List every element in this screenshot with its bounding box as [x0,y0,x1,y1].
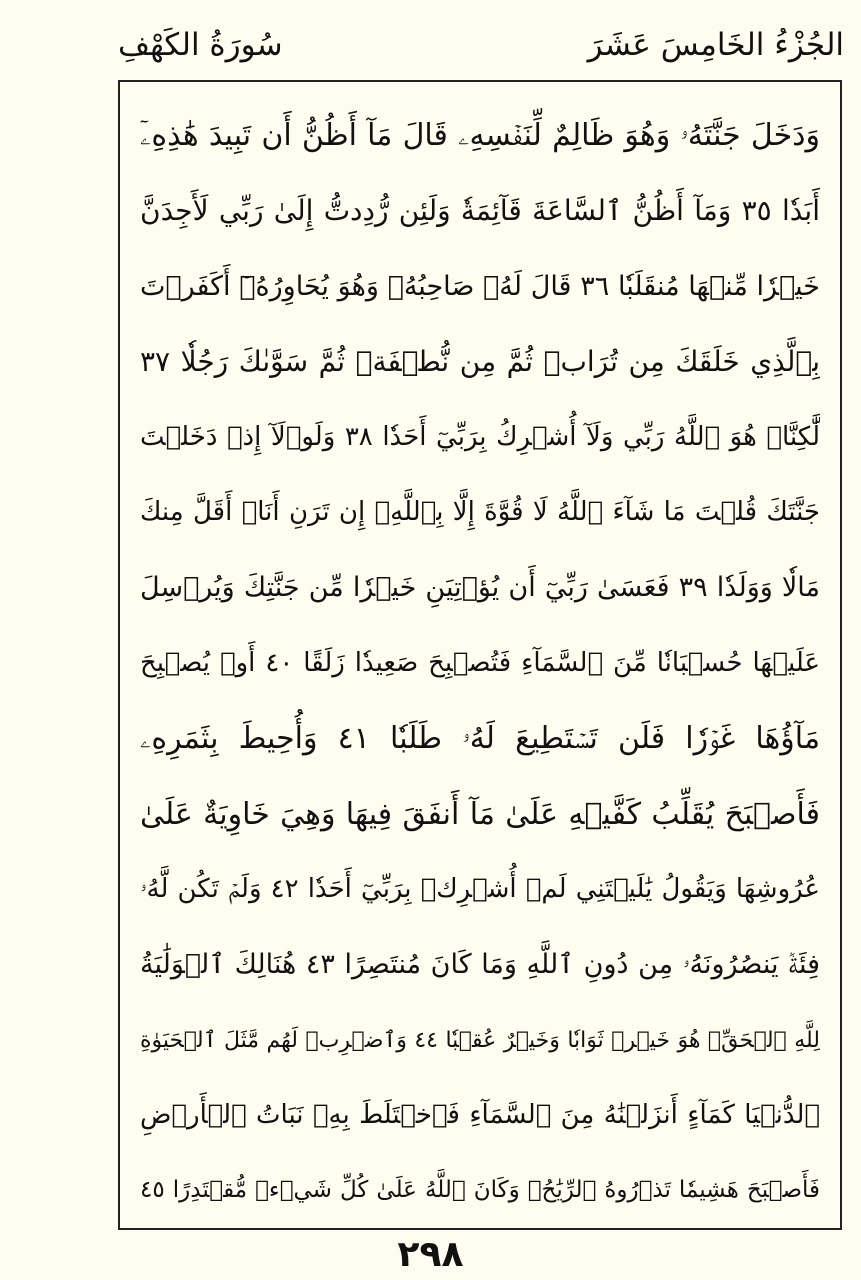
verse-line: أَبَدٗا ٣٥ وَمَآ أَظُنُّ ٱلسَّاعَةَ قَآئِمَةٗ وَلَئِن رُّدِدتُّ إِلَىٰ رَبِّي لَأَجِدَنَّ [140,194,820,228]
juz-title: الجُزْءُ الخَامِسَ عَشَرَ [587,27,844,63]
surah-title: سُورَةُ الكَهْفِ [118,27,283,63]
verse-line: خَيۡرٗا مِّنۡهَا مُنقَلَبٗا ٣٦ قَالَ لَهُۥ صَاحِبُهُۥ وَهُوَ يُحَاوِرُهُۥٓ أَكَفَرۡتَ [140,270,820,302]
verse-line: فَأَصۡبَحَ يُقَلِّبُ كَفَّيۡهِ عَلَىٰ مَآ أَنفَقَ فِيهَا وَهِيَ خَاوِيَةٌ عَلَىٰ [140,796,820,832]
verse-line: فَأَصۡبَحَ هَشِيمٗا تَذۡرُوهُ ٱلرِّيَٰحُۗ وَكَانَ ٱللَّهُ عَلَىٰ كُلِّ شَيۡءٖ مُّقۡتَدِرًا ٤٥ [140,1177,820,1204]
verse-line: وَدَخَلَ جَنَّتَهُۥ وَهُوَ ظَالِمٌ لِّنَفۡسِهِۦ قَالَ مَآ أَظُنُّ أَن تَبِيدَ هَٰذِهِۦٓ [140,118,820,153]
verse-line: جَنَّتَكَ قُلۡتَ مَا شَآءَ ٱللَّهُ لَا قُوَّةَ إِلَّا بِٱللَّهِۚ إِن تَرَنِ أَنَا۠ أَقَلَّ مِنكَ [140,496,820,527]
verse-line: بِٱلَّذِي خَلَقَكَ مِن تُرَابٖ ثُمَّ مِن نُّطۡفَةٖ ثُمَّ سَوَّىٰكَ رَجُلٗا ٣٧ [140,345,820,379]
page-number: ٢٩٨ [397,1234,464,1275]
verse-line: مَالٗا وَوَلَدٗا ٣٩ فَعَسَىٰ رَبِّيٓ أَن يُؤۡتِيَنِ خَيۡرٗا مِّن جَنَّتِكَ وَيُرۡسِلَ [140,572,820,604]
verse-line: عُرُوشِهَا وَيَقُولُ يَٰلَيۡتَنِي لَمۡ أُشۡرِكۡ بِرَبِّيٓ أَحَدٗا ٤٢ وَلَمۡ تَكُن لَّهُۥ [140,873,820,904]
verse-line: لِلَّهِ ٱلۡحَقِّۚ هُوَ خَيۡرٞ ثَوَابٗا وَخَيۡرٌ عُقۡبٗا ٤٤ وَٱضۡرِبۡ لَهُم مَّثَلَ ٱلۡحَيَوٰةِ [140,1027,820,1053]
verse-line: عَلَيۡهَا حُسۡبَانٗا مِّنَ ٱلسَّمَآءِ فَتُصۡبِحَ صَعِيدٗا زَلَقًا ٤٠ أَوۡ يُصۡبِحَ [140,647,820,678]
verse-line: ٱلدُّنۡيَا كَمَآءٍ أَنزَلۡنَٰهُ مِنَ ٱلسَّمَآءِ فَٱخۡتَلَطَ بِهِۦ نَبَاتُ ٱلۡأَرۡضِ [140,1100,820,1131]
text-frame [118,80,842,1230]
verse-line: مَآؤُهَا غَوۡرٗا فَلَن تَسۡتَطِيعَ لَهُۥ طَلَبٗا ٤١ وَأُحِيطَ بِثَمَرِهِۦ [140,721,820,757]
verse-line: لَّٰكِنَّا۠ هُوَ ٱللَّهُ رَبِّي وَلَآ أُشۡرِكُ بِرَبِّيٓ أَحَدٗا ٣٨ وَلَوۡلَآ إِذۡ دَخَلۡتَ [140,421,820,452]
verse-line: فِئَةٞ يَنصُرُونَهُۥ مِن دُونِ ٱللَّهِ وَمَا كَانَ مُنتَصِرًا ٤٣ هُنَالِكَ ٱلۡوَلَٰيَةُ [140,949,820,981]
verse-lines [140,98,820,1229]
page-header [118,20,844,70]
